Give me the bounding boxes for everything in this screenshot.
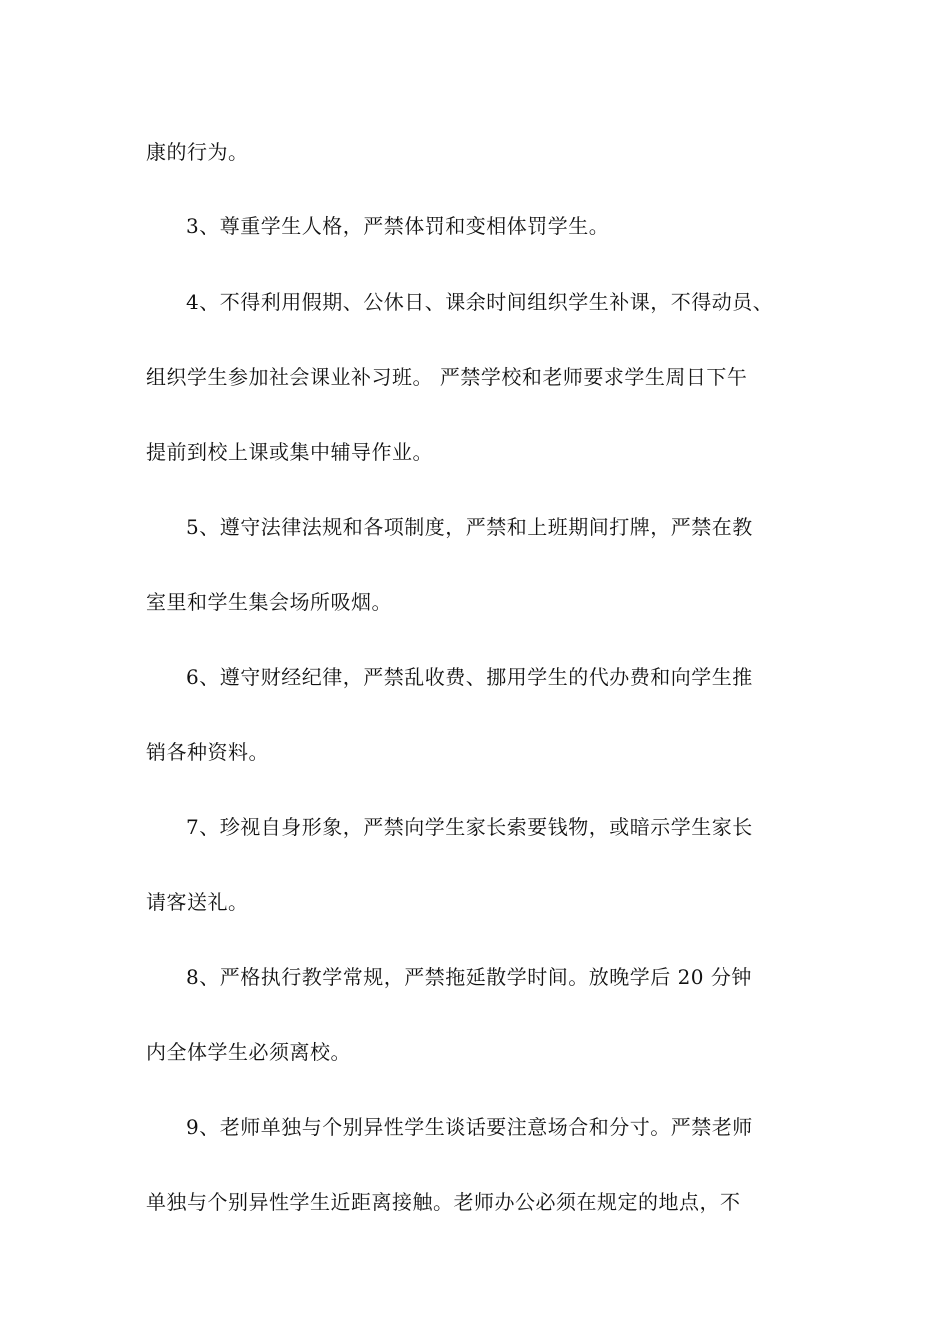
item-4-text: 4、不得利用假期、公休日、课余时间组织学生补课，不得动员、 <box>186 290 774 314</box>
item-3-text: 3、尊重学生人格，严禁体罚和变相体罚学生。 <box>186 214 610 238</box>
text-line: 请客送礼。 <box>146 890 249 914</box>
item-9-text: 9、老师单独与个别异性学生谈话要注意场合和分寸。严禁老师 <box>186 1115 753 1139</box>
item-6-text: 6、遵守财经纪律，严禁乱收费、挪用学生的代办费和向学生推 <box>186 665 753 689</box>
item-8-text: 8、严格执行教学常规，严禁拖延散学时间。放晚学后 20 分钟 <box>186 965 752 989</box>
text-line: 康的行为。 <box>146 140 249 164</box>
text-line: 销各种资料。 <box>146 740 269 764</box>
text-line: 提前到校上课或集中辅导作业。 <box>146 440 433 464</box>
text-line: 组织学生参加社会课业补习班。 严禁学校和老师要求学生周日下午 <box>146 365 748 389</box>
text-line: 内全体学生必须离校。 <box>146 1040 351 1064</box>
item-5-text: 5、遵守法律法规和各项制度，严禁和上班期间打牌，严禁在教 <box>186 515 753 539</box>
text-line: 室里和学生集会场所吸烟。 <box>146 590 392 614</box>
item-7-text: 7、珍视自身形象，严禁向学生家长索要钱物，或暗示学生家长 <box>186 815 753 839</box>
text-line: 单独与个别异性学生近距离接触。老师办公必须在规定的地点，不 <box>146 1190 741 1214</box>
